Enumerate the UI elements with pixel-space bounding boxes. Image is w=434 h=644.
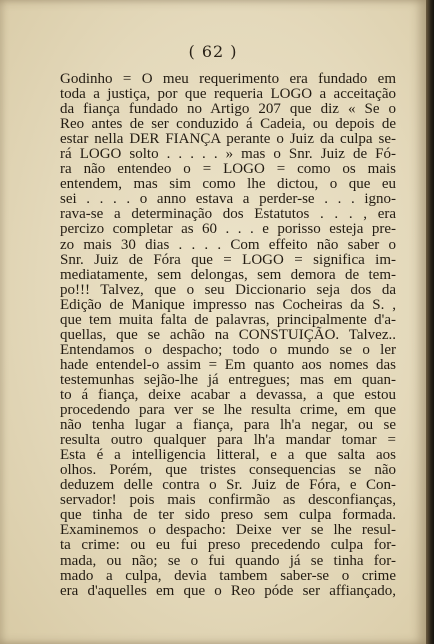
text-line: servador! pois mais confirmão as desconfianças, xyxy=(60,492,396,509)
text-line: era d'aquelles em que o Reo póde ser affiançado, xyxy=(60,582,396,599)
text-line: Reo antes de ser conduzido á Cadeia, ou depois de xyxy=(60,116,396,133)
text-line: rá LOGO solto . . . . . » mas o Snr. Juiz de Fó- xyxy=(60,146,396,163)
text-line: Snr. Juiz de Fóra que = LOGO = significa im- xyxy=(60,251,396,268)
text-line: testemunhas sejão-lhe já entregues; mas em quan- xyxy=(60,371,396,388)
text-line: que tinha de ter sido preso sem culpa formada. xyxy=(60,507,396,524)
text-line: Examinemos o despacho: Deixe ver se lhe resul- xyxy=(60,522,396,539)
text-line: estar nella DER FIANÇA perante o Juiz da culpa se- xyxy=(60,131,396,148)
text-line: rava-se a determinação dos Estatutos . . . , era xyxy=(60,206,396,223)
text-line: Edição de Manique impresso nas Cocheiras da S. , xyxy=(60,296,396,313)
text-line: deduzem delle contra o Sr. Juiz de Fóra, e Con- xyxy=(60,477,396,494)
text-line: que tem muita falta de palavras, principalmente d'a- xyxy=(60,311,396,328)
text-line: ra não entendeo o = LOGO = como os mais xyxy=(60,161,396,178)
text-line: mado a culpa, devia tambem saber-se o crime xyxy=(60,567,396,584)
page-edge-shadow xyxy=(426,0,434,644)
text-line: mada, ou não; se o fui quando já se tinha for- xyxy=(60,552,396,569)
text-line: Godinho = O meu requerimento era fundado em xyxy=(60,71,396,87)
text-line: procedendo para ver se lhe resulta crime, em que xyxy=(60,402,396,419)
text-line: ta crime: ou eu fui preso precedendo culpa for- xyxy=(60,537,396,554)
text-line: da fiança fundado no Artigo 207 que diz « Se o xyxy=(60,101,396,118)
text-line: entendem, mas sim como lhe dictou, o que eu xyxy=(60,176,396,193)
text-line: po!!! Talvez, que o seu Diccionario seja dos da xyxy=(60,281,396,298)
text-line: Entendamos o despacho; todo o mundo se o ler xyxy=(60,341,396,358)
text-line: zo mais 30 dias . . . . Com effeito não saber o xyxy=(60,236,396,253)
text-line: mediatamente, sem delongas, sem demora de tem- xyxy=(60,266,396,283)
text-line: não tenha lugar a fiança, para lh'a negar, ou se xyxy=(60,417,396,434)
text-line: toda a justiça, por que requeria LOGO a acceitação xyxy=(60,86,396,103)
text-line: percizo completar as 60 . . . e porisso esteja pre- xyxy=(60,221,396,238)
text-line: olhos. Porém, que tristes consequencias se não xyxy=(60,462,396,479)
text-line: sei . . . . o anno estava a perder-se . . . igno- xyxy=(60,191,396,208)
text-line: quellas, que se achão na CONSTUIÇÃO. Talvez.. xyxy=(60,326,396,343)
text-line: Esta é a intelligencia litteral, e a que salta aos xyxy=(60,447,396,464)
text-line: resulta outro qualquer para lh'a mandar tomar = xyxy=(60,432,396,449)
text-line: hade entendel-o assim = Em quanto aos nomes das xyxy=(60,356,396,373)
body-text xyxy=(60,72,396,599)
text-line: to á fiança, deixe acabar a devassa, a que estou xyxy=(60,386,396,403)
page-number: ( 62 ) xyxy=(188,42,238,61)
